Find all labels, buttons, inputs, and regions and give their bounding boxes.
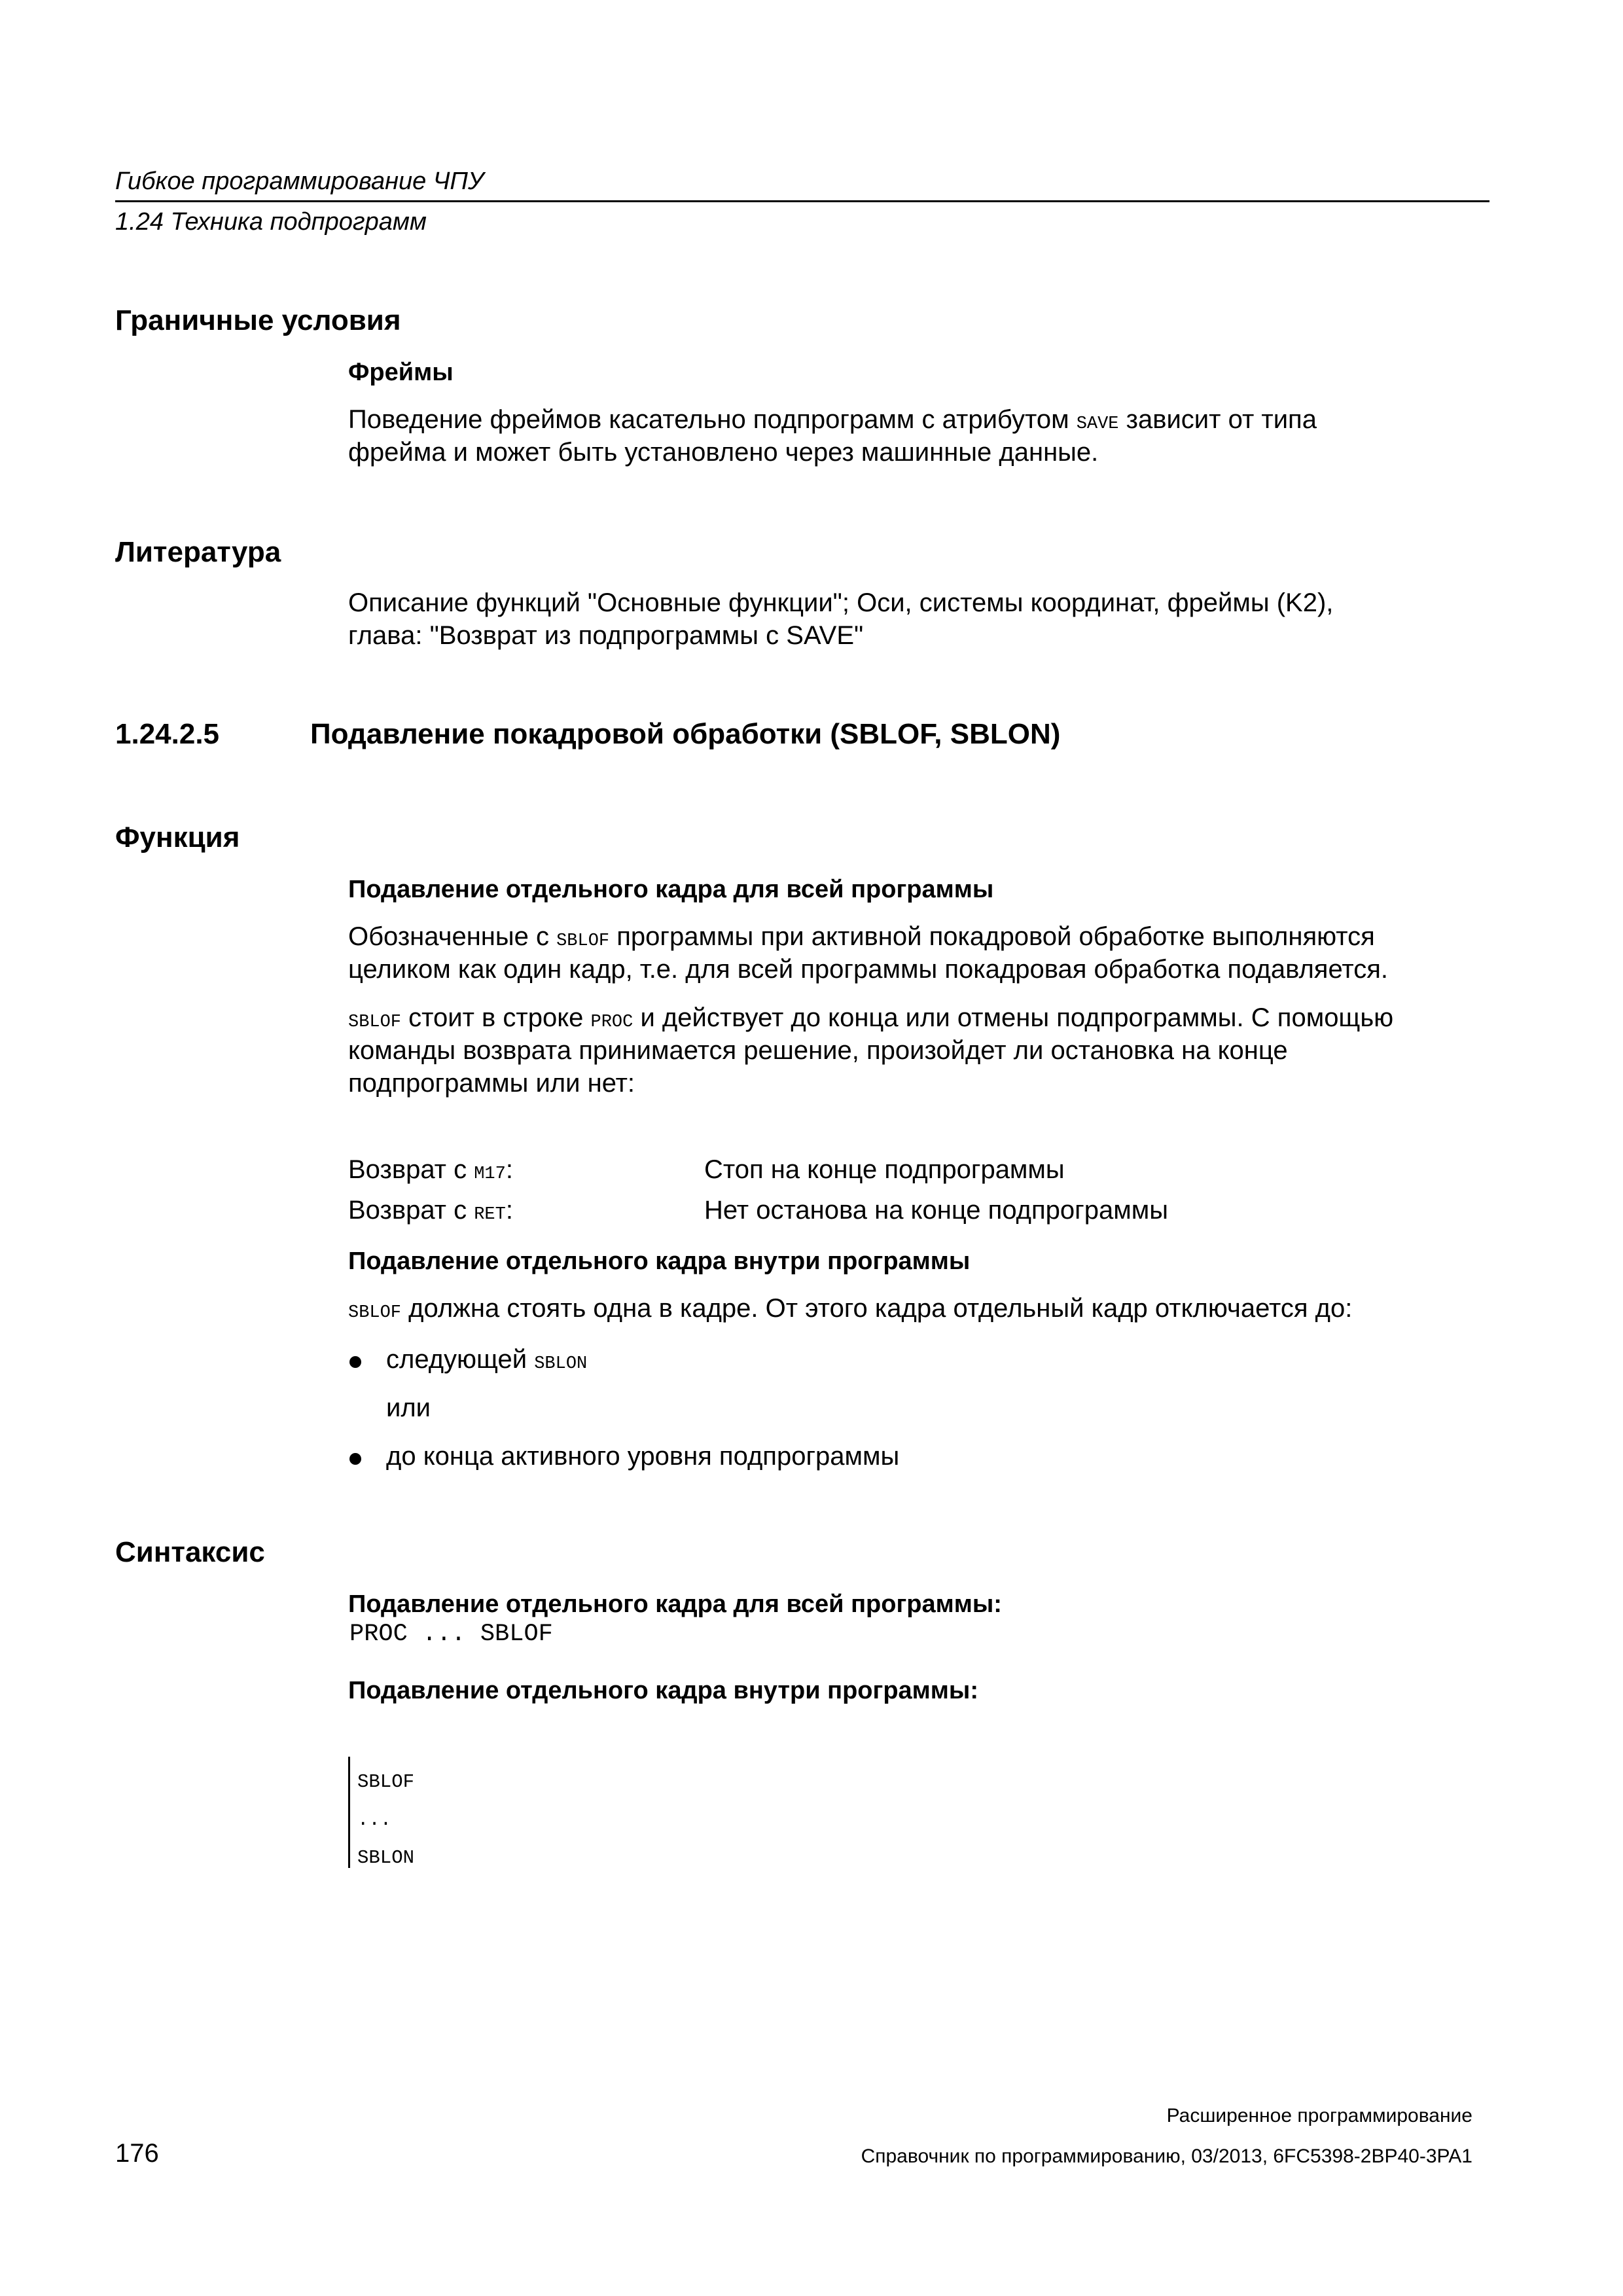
code-keyword: SBLOF <box>348 1013 402 1032</box>
bullet-item-2: до конца активного уровня подпрограммы <box>386 1442 900 1471</box>
text-run: должна стоять одна в кадре. От этого кадра отдельный кадр отключается до: <box>401 1294 1353 1323</box>
running-header-section: 1.24 Техника подпрограмм <box>115 208 427 236</box>
function-p1-line1 <box>348 920 1375 958</box>
text-run: следующей <box>386 1345 535 1374</box>
literature-line1: Описание функций "Основные функции"; Оси, системы координат, фреймы (K2), <box>348 588 1334 617</box>
text-run: стоит в строке <box>401 1003 591 1032</box>
function-p2-line1 <box>348 1001 1393 1039</box>
section-title: Подавление покадровой обработки (SBLOF, SBLON) <box>310 718 1061 750</box>
code-keyword: SBLON <box>534 1354 588 1374</box>
text-run: Поведение фреймов касательно подпрограмм с атрибутом <box>348 405 1077 434</box>
text-run: Возврат с <box>348 1155 474 1184</box>
return-row-label <box>348 1194 513 1231</box>
code-keyword: RET <box>474 1205 506 1225</box>
footer-title: Расширенное программирование <box>1166 2105 1472 2126</box>
return-row-desc: Стоп на конце подпрограммы <box>704 1155 1065 1184</box>
code-block-bar <box>348 1757 350 1868</box>
syntax-subheading-1: Подавление отдельного кадра для всей программы: <box>348 1590 1002 1618</box>
or-text: или <box>386 1393 431 1422</box>
function-p1-line2: целиком как один кадр, т.е. для всей программы покадровая обработка подавляется. <box>348 955 1389 984</box>
text-run: Обозначенные с <box>348 922 557 951</box>
function-p2-line2: команды возврата принимается решение, произойдет ли остановка на конце <box>348 1036 1288 1065</box>
function-subheading-2: Подавление отдельного кадра внутри программы <box>348 1247 971 1275</box>
code-keyword: SBLOF <box>348 1303 402 1323</box>
code-keyword: SBLOF <box>556 931 610 951</box>
syntax-code-1: PROC ... SBLOF <box>349 1621 553 1648</box>
boundary-paragraph-line2: фрейма и может быть установлено через машинные данные. <box>348 438 1099 467</box>
text-run: : <box>505 1155 513 1184</box>
footer-reference: Справочник по программированию, 03/2013, 6FC5398-2BP40-3PA1 <box>861 2145 1472 2167</box>
code-keyword: PROC <box>590 1013 633 1032</box>
running-header-chapter: Гибкое программирование ЧПУ <box>115 168 484 195</box>
header-rule <box>115 200 1489 202</box>
bullet-icon <box>349 1453 361 1465</box>
syntax-heading: Синтаксис <box>115 1536 265 1568</box>
bullet-item-1 <box>386 1343 587 1380</box>
function-p3 <box>348 1292 1352 1329</box>
function-p2-line3: подпрограммы или нет: <box>348 1069 635 1098</box>
text-run: Возврат с <box>348 1196 474 1225</box>
frames-subheading: Фреймы <box>348 359 454 386</box>
page-number: 176 <box>115 2139 159 2168</box>
literature-line2: глава: "Возврат из подпрограммы с SAVE" <box>348 621 864 650</box>
boundary-paragraph-line1 <box>348 403 1317 440</box>
code-keyword: SAVE <box>1076 414 1119 434</box>
text-run: зависит от типа <box>1118 405 1317 434</box>
text-run: программы при активной покадровой обработке выполняются <box>609 922 1375 951</box>
section-number: 1.24.2.5 <box>115 718 220 750</box>
function-heading: Функция <box>115 821 240 853</box>
boundary-heading: Граничные условия <box>115 304 401 336</box>
text-run: и действует до конца или отмены подпрограммы. С помощью <box>633 1003 1394 1032</box>
bullet-icon <box>349 1356 361 1368</box>
code-keyword: M17 <box>474 1164 506 1184</box>
syntax-subheading-2: Подавление отдельного кадра внутри программы: <box>348 1677 979 1704</box>
code-line: SBLON <box>357 1847 415 1869</box>
code-line: ... <box>357 1809 392 1831</box>
text-run: : <box>505 1196 513 1225</box>
function-subheading-1: Подавление отдельного кадра для всей программы <box>348 876 994 903</box>
return-row-desc: Нет останова на конце подпрограммы <box>704 1196 1169 1225</box>
code-line: SBLOF <box>357 1771 415 1793</box>
literature-heading: Литература <box>115 536 281 568</box>
return-row-label <box>348 1153 513 1191</box>
